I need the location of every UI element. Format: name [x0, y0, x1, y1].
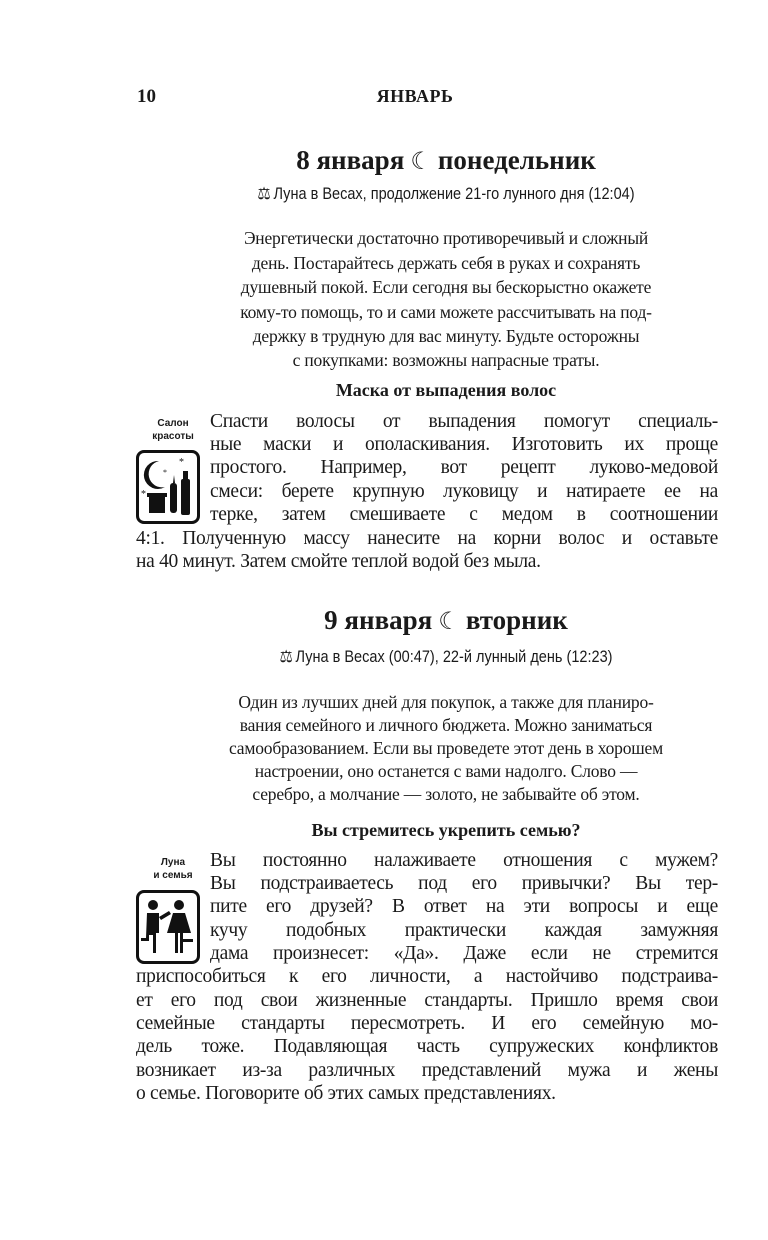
tip-heading: Вы стремитесь укрепить семью?	[311, 820, 581, 840]
body-line: Вы постоянно налаживаете отношения с мужем?	[210, 850, 718, 871]
page-number: 10	[137, 86, 156, 107]
description-line: душевный покой. Если сегодня вы бескорыстно окажете	[240, 277, 652, 297]
day-weekday: вторник	[465, 605, 568, 635]
body-line: на 40 минут. Затем смойте теплой водой без мыла.	[136, 551, 541, 572]
day-date: 9 января	[324, 605, 433, 635]
svg-text:*: *	[141, 489, 146, 500]
moon-info-text: Луна в Весах, продолжение 21-го лунного дня (12:04)	[273, 185, 635, 203]
body-line: дель тоже. Подавляющая часть супружеских конфликтов	[136, 1036, 718, 1057]
description-line: с покупками: возможны напрасные траты.	[292, 350, 600, 370]
icon-label: Салон	[157, 418, 189, 429]
moon-and-family-icon	[136, 890, 200, 964]
icon-label: красоты	[152, 431, 194, 442]
body-line: приспособиться к его личности, а настойчиво подстраива-	[136, 966, 718, 987]
description-line: вания семейного и личного бюджета. Можно заниматься	[239, 715, 653, 735]
description-line: держку в трудную для вас минуту. Будьте осторожны	[252, 326, 640, 346]
moon-info	[173, 184, 719, 204]
day-title	[136, 605, 756, 636]
day-date: 8 января	[296, 145, 405, 175]
crescent-moon-icon: ☾	[438, 607, 460, 635]
description-line: Один из лучших дней для покупок, а также для планиро-	[238, 692, 654, 712]
libra-sign-icon: ⚖	[257, 184, 271, 204]
day-title	[136, 145, 756, 176]
body-line: ные маски и ополаскивания. Изготовить их проще	[210, 434, 718, 455]
body-line: кучу подобных практически каждая замужняя	[210, 920, 718, 941]
tip-heading: Маска от выпадения волос	[335, 380, 557, 400]
body-line: дама произнесет: «Да». Даже если не стремится	[210, 943, 718, 964]
body-line: простого. Например, вот рецепт луково-медовой	[210, 457, 718, 478]
day-weekday: понедельник	[437, 145, 596, 175]
body-line: Вы подстраиваетесь под его привычки? Вы тер-	[210, 873, 718, 894]
crescent-moon-icon: ☾	[410, 147, 432, 175]
body-line: смеси: берете крупную луковицу и натираете ее на	[210, 481, 718, 502]
body-line: о семье. Поговорите об этих самых представлениях.	[136, 1083, 556, 1104]
body-line: 4:1. Полученную массу нанесите на корни волос и оставьте	[136, 528, 718, 549]
body-line: возникает из-за различных представлений мужа и жены	[136, 1060, 718, 1081]
moon-info-text: Луна в Весах (00:47), 22-й лунный день (12:23)	[295, 648, 613, 666]
body-line: Спасти волосы от выпадения помогут специаль-	[210, 411, 718, 432]
beauty-salon-icon	[136, 450, 200, 524]
svg-text:*: *	[163, 468, 167, 477]
body-line: ет его под свои жизненные стандарты. Пришло время свои	[136, 990, 718, 1011]
body-line: терке, затем смешиваете с медом в соотношении	[210, 504, 718, 525]
description-line: день. Постарайтесь держать себя в руках и сохранять	[251, 253, 641, 273]
moon-info	[173, 647, 719, 667]
description-line: серебро, а молчание — золото, не забывайте об этом.	[252, 784, 640, 804]
icon-label: и семья	[153, 870, 193, 881]
running-head: ЯНВАРЬ	[376, 86, 454, 106]
description-line: настроении, оно останется с вами надолго. Слово —	[254, 761, 638, 781]
body-line: семейные стандарты пересмотреть. И его семейную мо-	[136, 1013, 718, 1034]
description-line: самообразованием. Если вы проведете этот день в хорошем	[229, 738, 663, 758]
body-line: пите его друзей? В ответ на эти вопросы и еще	[210, 896, 718, 917]
icon-label: Луна	[160, 857, 186, 868]
libra-sign-icon: ⚖	[279, 647, 293, 667]
description-line: кому-то помощь, то и сами можете рассчитывать на под-	[240, 302, 652, 322]
description-line: Энергетически достаточно противоречивый и сложный	[243, 228, 649, 248]
svg-text:*: *	[179, 457, 184, 468]
